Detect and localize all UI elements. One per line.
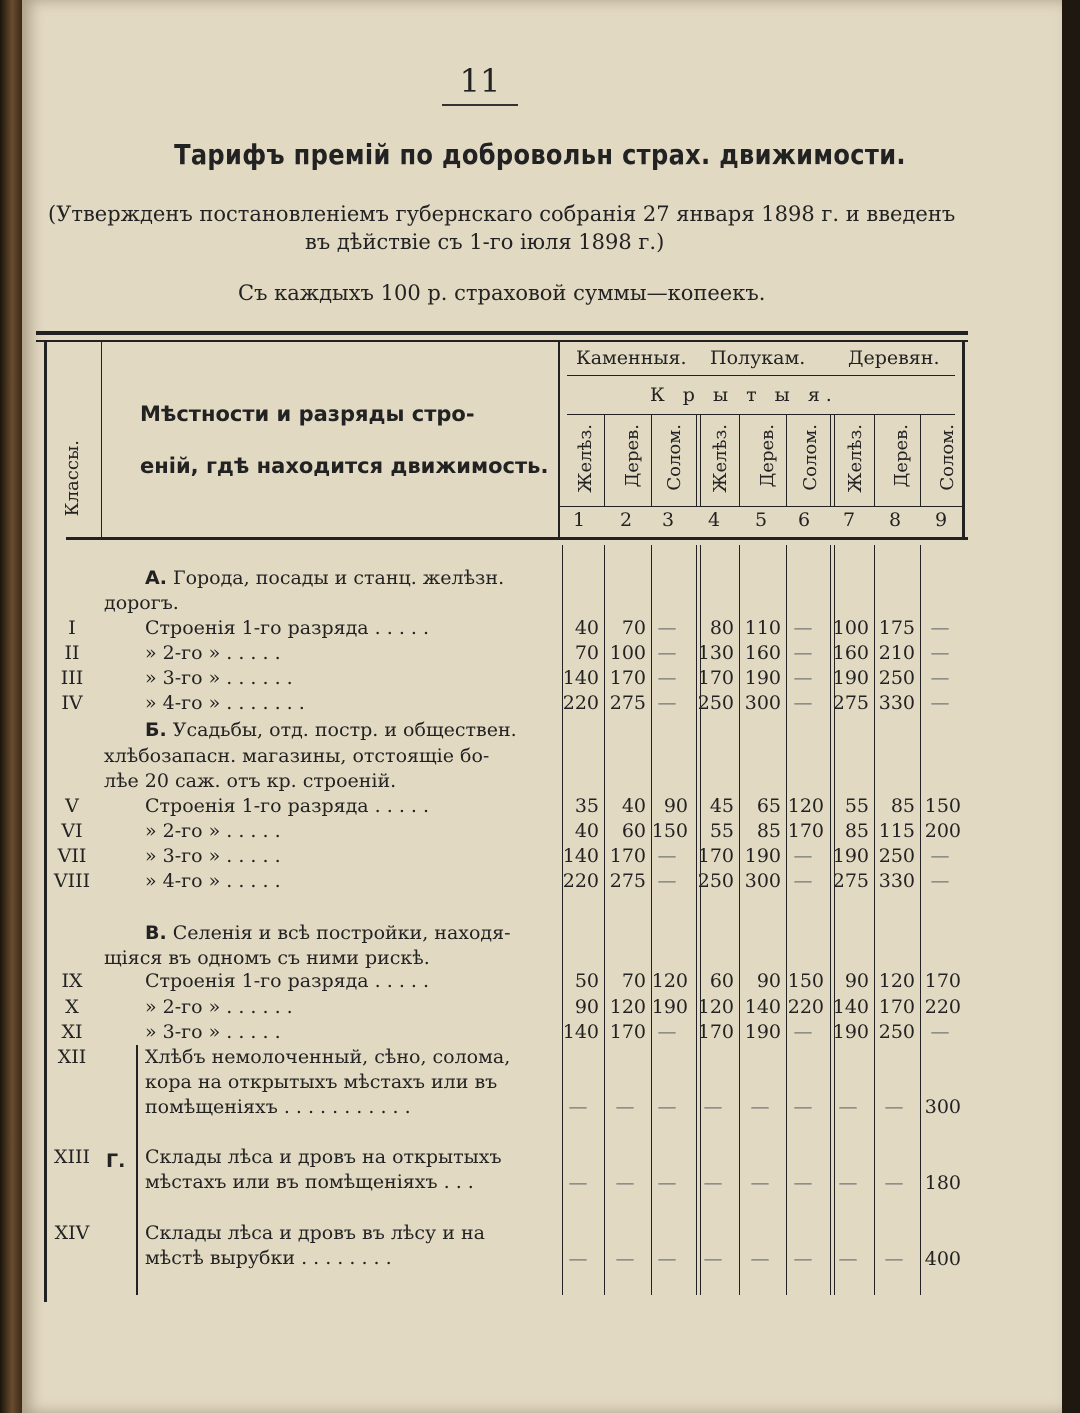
- tariff-cell: 210: [878, 642, 915, 664]
- row-label: Склады лѣса и дровъ въ лѣсу и на: [145, 1222, 485, 1244]
- class-numeral: VI: [61, 820, 83, 842]
- roof-type-header: Дерев.: [891, 424, 912, 488]
- tariff-cell: 175: [878, 617, 915, 639]
- tariff-cell: 250: [697, 692, 734, 714]
- column-number: 1: [572, 509, 586, 531]
- groups-rule: [567, 375, 955, 376]
- column-divider: [830, 415, 831, 507]
- row-label: Хлѣбъ немолоченный, сѣно, солома,: [145, 1046, 511, 1068]
- row-label: » 3-го » . . . . . .: [145, 667, 293, 689]
- tariff-cell: 190: [832, 667, 869, 689]
- section-b-line-3: лѣе 20 саж. отъ кр. строеній.: [104, 770, 397, 792]
- tariff-cell: —: [930, 692, 950, 714]
- tariff-cell: 275: [609, 692, 646, 714]
- tariff-cell: 170: [697, 845, 734, 867]
- tariff-cell: —: [793, 845, 813, 867]
- classes-column-divider: [101, 342, 102, 537]
- tariff-cell: 190: [832, 1021, 869, 1043]
- tariff-cell: 130: [697, 642, 734, 664]
- tariff-cell: 160: [832, 642, 869, 664]
- tariff-cell: 170: [609, 667, 646, 689]
- tariff-cell: 330: [878, 870, 915, 892]
- tariff-cell: —: [793, 1021, 813, 1043]
- tariff-cell: 250: [878, 1021, 915, 1043]
- row-label: Строенія 1-го разряда . . . . .: [145, 795, 430, 817]
- tariff-cell: 180: [924, 1172, 961, 1194]
- tariff-cell: 60: [709, 970, 734, 992]
- class-numeral: VIII: [53, 870, 91, 892]
- tariff-cell: —: [615, 1248, 635, 1270]
- tariff-cell: —: [657, 1096, 677, 1118]
- roof-type-header: Желѣз.: [575, 424, 596, 493]
- tariff-cell: 170: [697, 667, 734, 689]
- tariff-cell: —: [793, 870, 813, 892]
- tariff-cell: —: [838, 1172, 858, 1194]
- tariff-cell: —: [793, 1248, 813, 1270]
- tariff-cell: —: [750, 1248, 770, 1270]
- tariff-cell: 250: [878, 845, 915, 867]
- tariff-cell: 140: [744, 996, 781, 1018]
- tariff-cell: 120: [651, 970, 688, 992]
- tariff-cell: 90: [844, 970, 869, 992]
- column-divider: [874, 415, 875, 507]
- tariff-cell: 220: [562, 692, 599, 714]
- roofs-rule: [567, 414, 955, 415]
- tariff-cell: 220: [787, 996, 824, 1018]
- tariff-cell: —: [568, 1172, 588, 1194]
- tariff-cell: 150: [924, 795, 961, 817]
- tariff-cell: 400: [924, 1248, 961, 1270]
- column-divider: [651, 415, 652, 507]
- class-numeral: XIV: [54, 1222, 90, 1244]
- class-numeral: II: [64, 642, 80, 664]
- column-divider: [834, 415, 835, 507]
- section-g-brace: [136, 1045, 138, 1295]
- tariff-cell: 120: [697, 996, 734, 1018]
- tariff-cell: 80: [709, 617, 734, 639]
- tariff-cell: 300: [924, 1096, 961, 1118]
- tariff-cell: —: [930, 642, 950, 664]
- section-b-line-2: хлѣбозапасн. магазины, отстоящіе бо-: [104, 745, 490, 767]
- tariff-cell: 250: [697, 870, 734, 892]
- tariff-cell: 115: [878, 820, 915, 842]
- tariff-cell: —: [930, 845, 950, 867]
- column-number: 4: [707, 509, 721, 531]
- column-number: 5: [754, 509, 768, 531]
- class-numeral: I: [68, 617, 76, 639]
- roof-type-header: Дерев.: [757, 424, 778, 488]
- classes-header: Классы.: [62, 440, 83, 517]
- class-numeral: V: [65, 795, 79, 817]
- tariff-cell: —: [750, 1096, 770, 1118]
- tariff-cell: —: [838, 1096, 858, 1118]
- section-c-line-1: Селенія и всѣ постройки, находя-: [172, 922, 511, 944]
- tariff-cell: —: [930, 667, 950, 689]
- tariff-cell: 90: [663, 795, 688, 817]
- column-number: 7: [842, 509, 856, 531]
- tariff-cell: 300: [744, 870, 781, 892]
- row-label: » 3-го » . . . . .: [145, 845, 281, 867]
- tariff-cell: 90: [574, 996, 599, 1018]
- tariff-cell: 120: [787, 795, 824, 817]
- tariff-cell: 140: [562, 1021, 599, 1043]
- section-a-heading: [145, 567, 504, 589]
- column-number: 2: [619, 509, 633, 531]
- tariff-cell: —: [615, 1172, 635, 1194]
- tariff-cell: 220: [924, 996, 961, 1018]
- tariff-cell: 190: [744, 1021, 781, 1043]
- row-label: » 2-го » . . . . .: [145, 642, 281, 664]
- tariff-cell: 120: [878, 970, 915, 992]
- group-semi-header: Полукам.: [710, 347, 806, 369]
- tariff-cell: 275: [832, 692, 869, 714]
- tariff-cell: —: [930, 870, 950, 892]
- tariff-cell: 140: [562, 667, 599, 689]
- tariff-cell: 190: [651, 996, 688, 1018]
- row-label: Склады лѣса и дровъ на открытыхъ: [145, 1146, 502, 1168]
- tariff-cell: —: [884, 1096, 904, 1118]
- column-divider: [700, 415, 701, 507]
- tariff-cell: —: [657, 845, 677, 867]
- localities-header-line-2: еній, гдѣ находится движимость.: [140, 454, 549, 478]
- row-label: Строенія 1-го разряда . . . . .: [145, 970, 430, 992]
- tariff-cell: —: [657, 1021, 677, 1043]
- tariff-cell: —: [657, 642, 677, 664]
- column-divider: [786, 415, 787, 507]
- tariff-cell: —: [657, 667, 677, 689]
- tariff-cell: 90: [756, 970, 781, 992]
- tariff-cell: 60: [621, 820, 646, 842]
- tariff-cell: —: [838, 1248, 858, 1270]
- tariff-cell: 85: [756, 820, 781, 842]
- tariff-cell: 40: [574, 617, 599, 639]
- tariff-cell: 85: [890, 795, 915, 817]
- section-a-line-2: дорогъ.: [104, 592, 179, 614]
- tariff-cell: 70: [621, 970, 646, 992]
- column-divider: [604, 415, 605, 507]
- section-g-letter: Г.: [106, 1150, 126, 1172]
- header-bottom-rule: [66, 537, 968, 540]
- roofs-header: К р ы т ы я.: [650, 384, 838, 406]
- tariff-cell: 275: [609, 870, 646, 892]
- tariff-cell: 140: [832, 996, 869, 1018]
- row-label: » 4-го » . . . . . . .: [145, 692, 305, 714]
- tariff-cell: 330: [878, 692, 915, 714]
- table-right-border: [962, 342, 965, 538]
- localities-column-divider: [558, 342, 560, 537]
- group-wood-header: Деревян.: [848, 347, 940, 369]
- subtitle-line-2: въ дѣйствіе съ 1-го іюля 1898 г.): [305, 230, 665, 254]
- roof-type-header: Дерев.: [622, 424, 643, 488]
- class-numeral: VII: [57, 845, 87, 867]
- class-numeral: XIII: [53, 1146, 91, 1168]
- roof-type-header: Солом.: [937, 424, 958, 491]
- row-label: мѣстѣ вырубки . . . . . . . .: [145, 1247, 392, 1269]
- tariff-cell: —: [657, 870, 677, 892]
- tariff-cell: 190: [832, 845, 869, 867]
- tariff-unit-note: Съ каждыхъ 100 р. страховой суммы—копеекъ.: [238, 281, 766, 305]
- page-title: Тарифъ премій по добровольн страх. движимости.: [174, 138, 906, 171]
- tariff-cell: 40: [621, 795, 646, 817]
- tariff-cell: 275: [832, 870, 869, 892]
- roof-type-header: Желѣз.: [845, 424, 866, 493]
- tariff-cell: —: [568, 1096, 588, 1118]
- tariff-cell: 160: [744, 642, 781, 664]
- book-spine-edge: [0, 0, 22, 1413]
- section-c-line-2: щіяся въ одномъ съ ними рискѣ.: [104, 947, 430, 969]
- tariff-cell: —: [703, 1172, 723, 1194]
- tariff-cell: 50: [574, 970, 599, 992]
- column-number: 9: [934, 509, 948, 531]
- tariff-cell: —: [750, 1172, 770, 1194]
- tariff-cell: 65: [756, 795, 781, 817]
- tariff-cell: 140: [562, 845, 599, 867]
- roof-type-header: Солом.: [664, 424, 685, 491]
- tariff-cell: 35: [574, 795, 599, 817]
- class-numeral: IX: [61, 970, 83, 992]
- column-divider: [920, 415, 921, 507]
- tariff-cell: 220: [562, 870, 599, 892]
- tariff-cell: —: [793, 1172, 813, 1194]
- column-number: 3: [661, 509, 675, 531]
- column-number: 6: [797, 509, 811, 531]
- tariff-cell: —: [793, 667, 813, 689]
- tariff-cell: —: [657, 692, 677, 714]
- tariff-cell: 190: [744, 845, 781, 867]
- tariff-cell: 190: [744, 667, 781, 689]
- group-stone-header: Каменныя.: [576, 347, 687, 369]
- tariff-cell: 70: [621, 617, 646, 639]
- tariff-cell: 250: [878, 667, 915, 689]
- class-numeral: X: [65, 996, 79, 1018]
- column-number: 8: [888, 509, 902, 531]
- tariff-cell: 55: [709, 820, 734, 842]
- row-label: » 2-го » . . . . .: [145, 820, 281, 842]
- class-numeral: IV: [61, 692, 83, 714]
- tariff-cell: 120: [609, 996, 646, 1018]
- column-divider: [739, 415, 740, 507]
- row-label: » 2-го » . . . . . .: [145, 996, 293, 1018]
- tariff-cell: 170: [787, 820, 824, 842]
- tariff-cell: 45: [709, 795, 734, 817]
- row-label: помѣщеніяхъ . . . . . . . . . . .: [145, 1096, 411, 1118]
- tariff-cell: —: [615, 1096, 635, 1118]
- row-label: мѣстахъ или въ помѣщеніяхъ . . .: [145, 1171, 474, 1193]
- tariff-cell: 110: [744, 617, 781, 639]
- tariff-cell: —: [793, 617, 813, 639]
- tariff-cell: —: [703, 1248, 723, 1270]
- localities-header-line-1: Мѣстности и разряды стро-: [140, 402, 475, 426]
- tariff-cell: —: [884, 1172, 904, 1194]
- tariff-cell: —: [657, 617, 677, 639]
- roof-type-header: Желѣз.: [710, 424, 731, 493]
- page-number: 11: [459, 62, 501, 100]
- table-top-rule: [36, 331, 968, 335]
- tariff-cell: 300: [744, 692, 781, 714]
- tariff-cell: 85: [844, 820, 869, 842]
- tariff-cell: 170: [609, 845, 646, 867]
- section-a-letter: А.: [145, 567, 167, 589]
- tariff-cell: —: [703, 1096, 723, 1118]
- tariff-cell: 40: [574, 820, 599, 842]
- section-b-line-1: Усадьбы, отд. постр. и обществен.: [172, 719, 517, 741]
- tariff-cell: 150: [787, 970, 824, 992]
- page-number-rule: [442, 104, 518, 106]
- roof-type-header: Солом.: [800, 424, 821, 491]
- tariff-cell: 170: [609, 1021, 646, 1043]
- section-b-letter: Б.: [145, 719, 167, 741]
- row-label: » 4-го » . . . . .: [145, 870, 281, 892]
- tariff-cell: —: [793, 1096, 813, 1118]
- section-b-heading: [145, 719, 517, 741]
- subtitle-line-1: (Утвержденъ постановленіемъ губернскаго собранія 27 января 1898 г. и введенъ: [48, 202, 956, 226]
- tariff-cell: —: [930, 1021, 950, 1043]
- class-numeral: XII: [57, 1046, 87, 1068]
- row-label: кора на открытыхъ мѣстахъ или въ: [145, 1071, 498, 1093]
- row-label: » 3-го » . . . . .: [145, 1021, 281, 1043]
- row-label: Строенія 1-го разряда . . . . .: [145, 617, 430, 639]
- column-divider: [696, 415, 697, 507]
- section-c-heading: [145, 922, 511, 944]
- tariff-cell: 100: [609, 642, 646, 664]
- tariff-cell: —: [657, 1248, 677, 1270]
- tariff-cell: —: [657, 1172, 677, 1194]
- section-c-letter: В.: [145, 922, 167, 944]
- tariff-cell: 150: [651, 820, 688, 842]
- tariff-cell: —: [568, 1248, 588, 1270]
- tariff-cell: 200: [924, 820, 961, 842]
- tariff-cell: 70: [574, 642, 599, 664]
- class-numeral: III: [60, 667, 84, 689]
- section-a-line-1: Города, посады и станц. желѣзн.: [172, 567, 505, 589]
- tariff-cell: 100: [832, 617, 869, 639]
- tariff-cell: 170: [924, 970, 961, 992]
- tariff-cell: —: [930, 617, 950, 639]
- table-top-rule-thin: [36, 340, 968, 342]
- column-numbers-rule: [560, 506, 962, 507]
- tariff-cell: —: [793, 692, 813, 714]
- tariff-cell: —: [793, 642, 813, 664]
- tariff-cell: —: [884, 1248, 904, 1270]
- tariff-cell: 55: [844, 795, 869, 817]
- class-numeral: XI: [61, 1021, 83, 1043]
- tariff-cell: 170: [878, 996, 915, 1018]
- tariff-cell: 170: [697, 1021, 734, 1043]
